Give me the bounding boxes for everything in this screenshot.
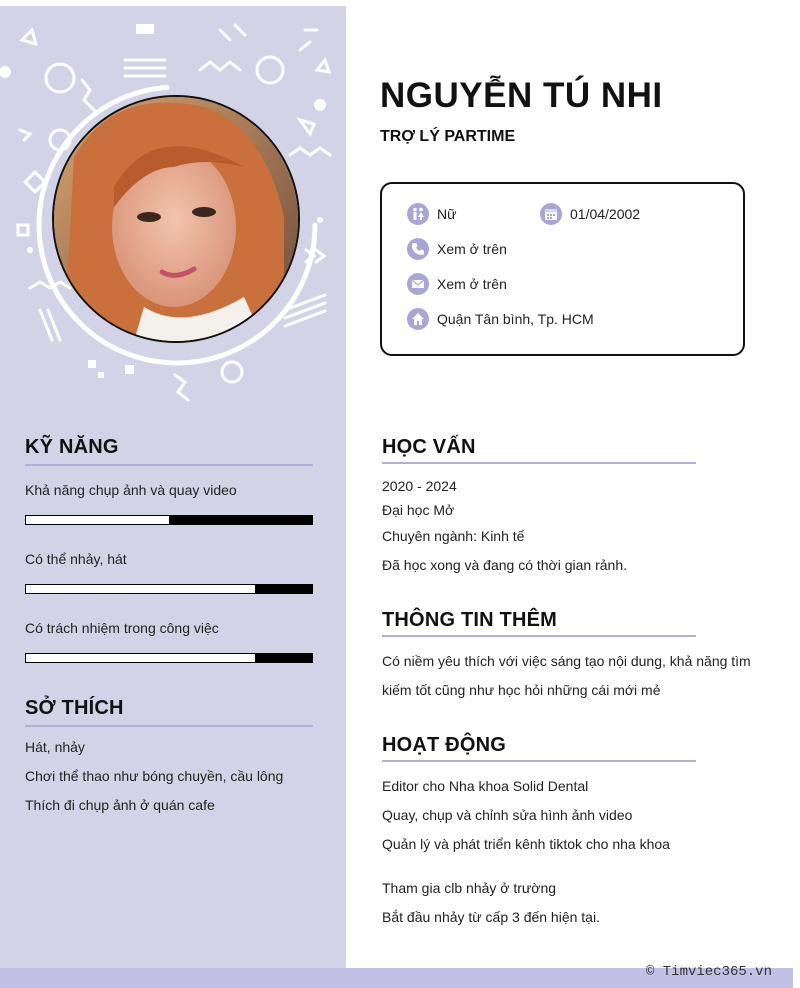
email-row	[407, 273, 507, 295]
phone-icon	[407, 238, 429, 260]
activity-item: Tham gia clb nhảy ở trường	[382, 880, 557, 896]
skill-bar	[25, 584, 313, 594]
calendar-icon	[540, 203, 562, 225]
birthday-row	[540, 203, 640, 225]
education-years: 2020 - 2024	[382, 478, 457, 494]
skill-bar-fill	[26, 585, 255, 593]
copyright: © Timviec365.vn	[645, 964, 772, 980]
education-divider	[382, 462, 696, 464]
education-title: HỌC VẤN	[382, 436, 476, 458]
extra-divider	[382, 635, 696, 637]
hobby-item: Thích đi chụp ảnh ở quán cafe	[25, 797, 215, 813]
extra-title: THÔNG TIN THÊM	[382, 609, 558, 631]
skills-title: KỸ NĂNG	[25, 436, 119, 458]
hobby-item: Hát, nhảy	[25, 739, 85, 755]
skill-bar	[25, 653, 313, 663]
skill-label: Có thể nhảy, hát	[25, 551, 127, 567]
gender-value: Nữ	[437, 206, 457, 222]
phone-value: Xem ở trên	[437, 241, 507, 257]
phone-row	[407, 238, 507, 260]
skill-label: Có trách nhiệm trong công việc	[25, 620, 219, 636]
skill-bar-fill	[26, 516, 169, 524]
address-value: Quận Tân bình, Tp. HCM	[437, 311, 594, 327]
education-major: Chuyên ngành: Kinh tế	[382, 528, 525, 544]
gender-icon	[407, 203, 429, 225]
skill-label: Khả năng chụp ảnh và quay video	[25, 482, 237, 498]
full-name: NGUYỄN TÚ NHI	[380, 76, 663, 115]
activity-item: Editor cho Nha khoa Solid Dental	[382, 778, 589, 794]
profile-photo	[52, 95, 300, 343]
email-icon	[407, 273, 429, 295]
hobby-item: Chơi thể thao như bóng chuyền, cầu lông	[25, 768, 284, 784]
contact-box	[380, 182, 745, 356]
home-icon	[407, 308, 429, 330]
activities-title: HOẠT ĐỘNG	[382, 734, 507, 756]
activity-item: Quản lý và phát triển kênh tiktok cho nha khoa	[382, 836, 670, 852]
skills-divider	[25, 464, 313, 466]
education-school: Đại học Mở	[382, 502, 455, 518]
hobbies-title: SỞ THÍCH	[25, 697, 124, 719]
job-title: TRỢ LÝ PARTIME	[380, 128, 516, 145]
birthday-value: 01/04/2002	[570, 206, 641, 222]
activity-item: Bắt đầu nhảy từ cấp 3 đến hiện tại.	[382, 909, 600, 925]
address-row	[407, 308, 594, 330]
extra-line: kiếm tốt cũng như học hỏi những cái mới mẻ	[382, 682, 661, 698]
skill-bar-fill	[26, 654, 255, 662]
activities-divider	[382, 760, 696, 762]
skill-bar	[25, 515, 313, 525]
extra-line: Có niềm yêu thích với việc sáng tạo nội dung, khả năng tìm	[382, 653, 751, 669]
email-value: Xem ở trên	[437, 276, 507, 292]
gender-row	[407, 203, 456, 225]
activity-item: Quay, chụp và chỉnh sửa hình ảnh video	[382, 807, 633, 823]
education-note: Đã học xong và đang có thời gian rảnh.	[382, 557, 628, 573]
hobbies-divider	[25, 725, 313, 727]
